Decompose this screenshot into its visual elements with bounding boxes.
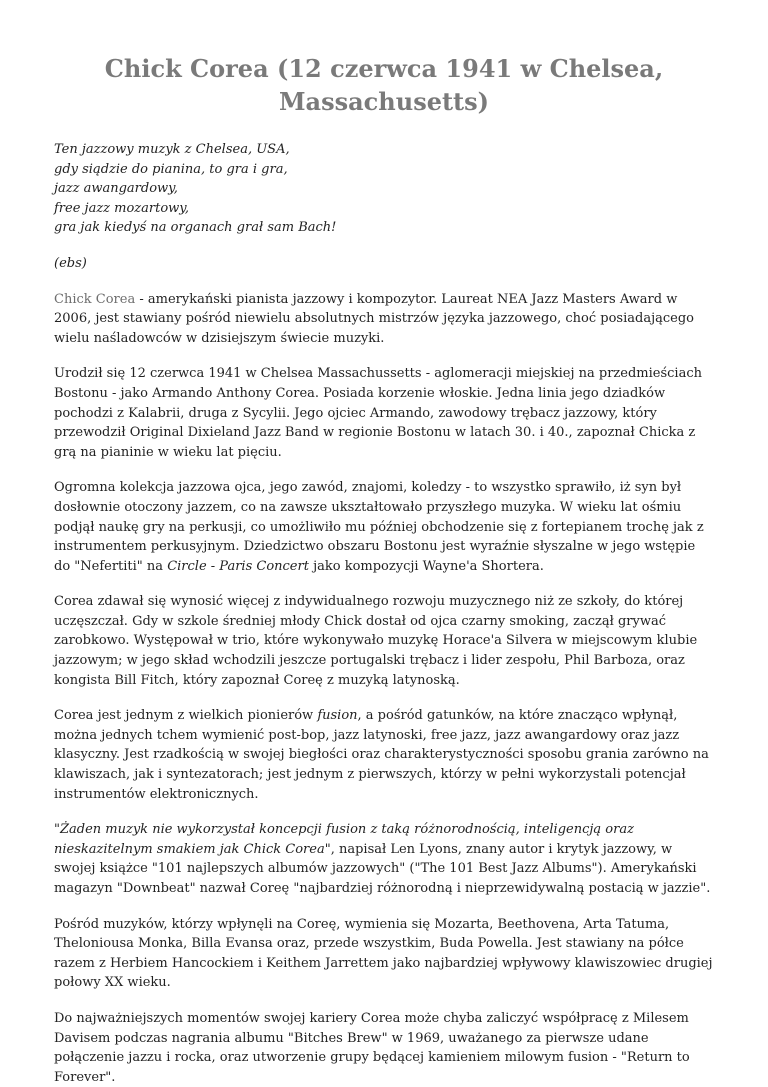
fusion-term: fusion <box>317 708 358 724</box>
lyons-quote: Żaden muzyk nie wykorzystał koncepcji fusion z taką różnorodnością, inteligencją oraz nieskazitelnym smakiem jak Chick Corea <box>54 822 634 857</box>
paragraph-career: Do najważniejszych momentów swojej kariery Corea może chyba zaliczyć współpracę z Milesem Davisem podczas nagrania albumu "Bitches Brew" w 1969, uważanego za pierwsze udane połączenie jazzu i rocka, oraz utworzenie grupy będącej kamieniem milowym fusion - "Return to Forever". <box>54 1010 690 1085</box>
paragraph-text: Corea jest jednym z wielkich pionierów <box>54 708 318 724</box>
paragraph-influences: Pośród muzyków, którzy wpłynęli na Coreę, wymienia się Mozarta, Beethovena, Arta Tatuma, Theloniousa Monka, Billa Evansa oraz, przede wszystkim, Buda Powella. Jest stawiany na półce razem z Herbiem Hancockiem i Keithem Jarrettem jako najbardziej wpływowy klawiszowiec drugiej połowy XX wieku. <box>54 916 713 991</box>
poem-line: gdy siądzie do pianina, to gra i gra, <box>54 161 288 177</box>
poem-line: gra jak kiedyś na organach grał sam Bach! <box>54 220 337 236</box>
paragraph-birth: Urodził się 12 czerwca 1941 w Chelsea Massachussetts - aglomeracji miejskiej na przedmieściach Bostonu - jako Armando Anthony Corea. Posiada korzenie włoskie. Jedna linia jego dziadków pochodzi z Kalabrii, druga z Sycylii. Jego ojciec Armando, zawodowy trębacz jazzowy, który przewodził Original Dixieland Jazz Band w regionie Bostonu w latach 30. i 40., zapoznał Chicka z grą na pianinie w wieku lat pięciu. <box>54 366 702 460</box>
paragraph-text: jako kompozycji Wayne'a Shortera. <box>308 558 544 574</box>
paragraph-fusion <box>54 706 714 804</box>
paragraph-text: ", napisał Len Lyons, znany autor i krytyk jazzowy, w swojej książce "101 najlepszych albumów jazzowych" ("The 101 Best Jazz Albums"). Amerykański magazyn "Downbeat" nazwał Coreę "najbardziej różnorodną i nieprzewidywalną postacią w jazzie". <box>54 841 711 896</box>
poem-author: (ebs) <box>54 255 87 271</box>
paragraph-text: - amerykański pianista jazzowy i kompozytor. Laureat NEA Jazz Masters Award w 2006, jest stawiany pośród niewielu absolutnych mistrzów języka jazzowego, choć posiadającego wielu naśladowców w dzisiejszym świecie muzyki. <box>54 291 694 346</box>
quote-mark: " <box>54 822 60 838</box>
poem-line: jazz awangardowy, <box>54 181 178 197</box>
paragraph-school: Corea zdawał się wynosić więcej z indywidualnego rozwoju muzycznego niż ze szkoły, do której uczęszczał. Gdy w szkole średniej młody Chick dostał od ojca czarny smoking, zaczął grywać zarobkowo. Występował w trio, które wykonywało muzykę Horace'a Silvera w miejscowym klubie jazzowym; w jego skład wchodzili jeszcze portugalski trębacz i lider zespołu, Phil Barboza, oraz kongista Bill Fitch, który zapoznał Coreę z muzyką latynoską. <box>54 594 698 688</box>
page-title: Chick Corea (12 czerwca 1941 w Chelsea, Massachusetts) <box>104 54 664 116</box>
chick-corea-link[interactable]: Chick Corea <box>54 291 136 307</box>
paragraph-text: , a pośród gatunków, na które znacząco wpłynął, można jednych tchem wymienić post-bop, jazz latynoski, free jazz, jazz awangardowy oraz jazz klasyczny. Jest rzadkością w swojej biegłości oraz charakterystyczności sposobu grania zarówno na klawiszach, jak i syntezatorach; jest jednym z pierwszych, którzy w pełni wykorzystali potencjał instrumentów elektronicznych. <box>54 708 709 802</box>
limerick-poem <box>54 140 714 238</box>
paragraph-intro <box>54 290 714 349</box>
poem-line: Ten jazzowy muzyk z Chelsea, USA, <box>54 142 290 157</box>
paragraph-text: Ogromna kolekcja jazzowa ojca, jego zawód, znajomi, koledzy - to wszystko sprawiło, iż syn był dosłownie otoczony jazzem, co na zawsze ukształtowało przyszłego muzyka. W wieku lat ośmiu podjął naukę gry na perkusji, co umożliwiło mu później obchodzenie się z fortepianem trochę jak z instrumentem perkusyjnym. Dziedzictwo obszaru Bostonu jest wyraźnie słyszalne w jego wstępie do "Nefertiti" na <box>54 480 704 574</box>
album-title: Circle - Paris Concert <box>167 558 309 574</box>
poem-line: free jazz mozartowy, <box>54 200 190 216</box>
paragraph-childhood <box>54 478 714 576</box>
paragraph-quote <box>54 820 714 898</box>
